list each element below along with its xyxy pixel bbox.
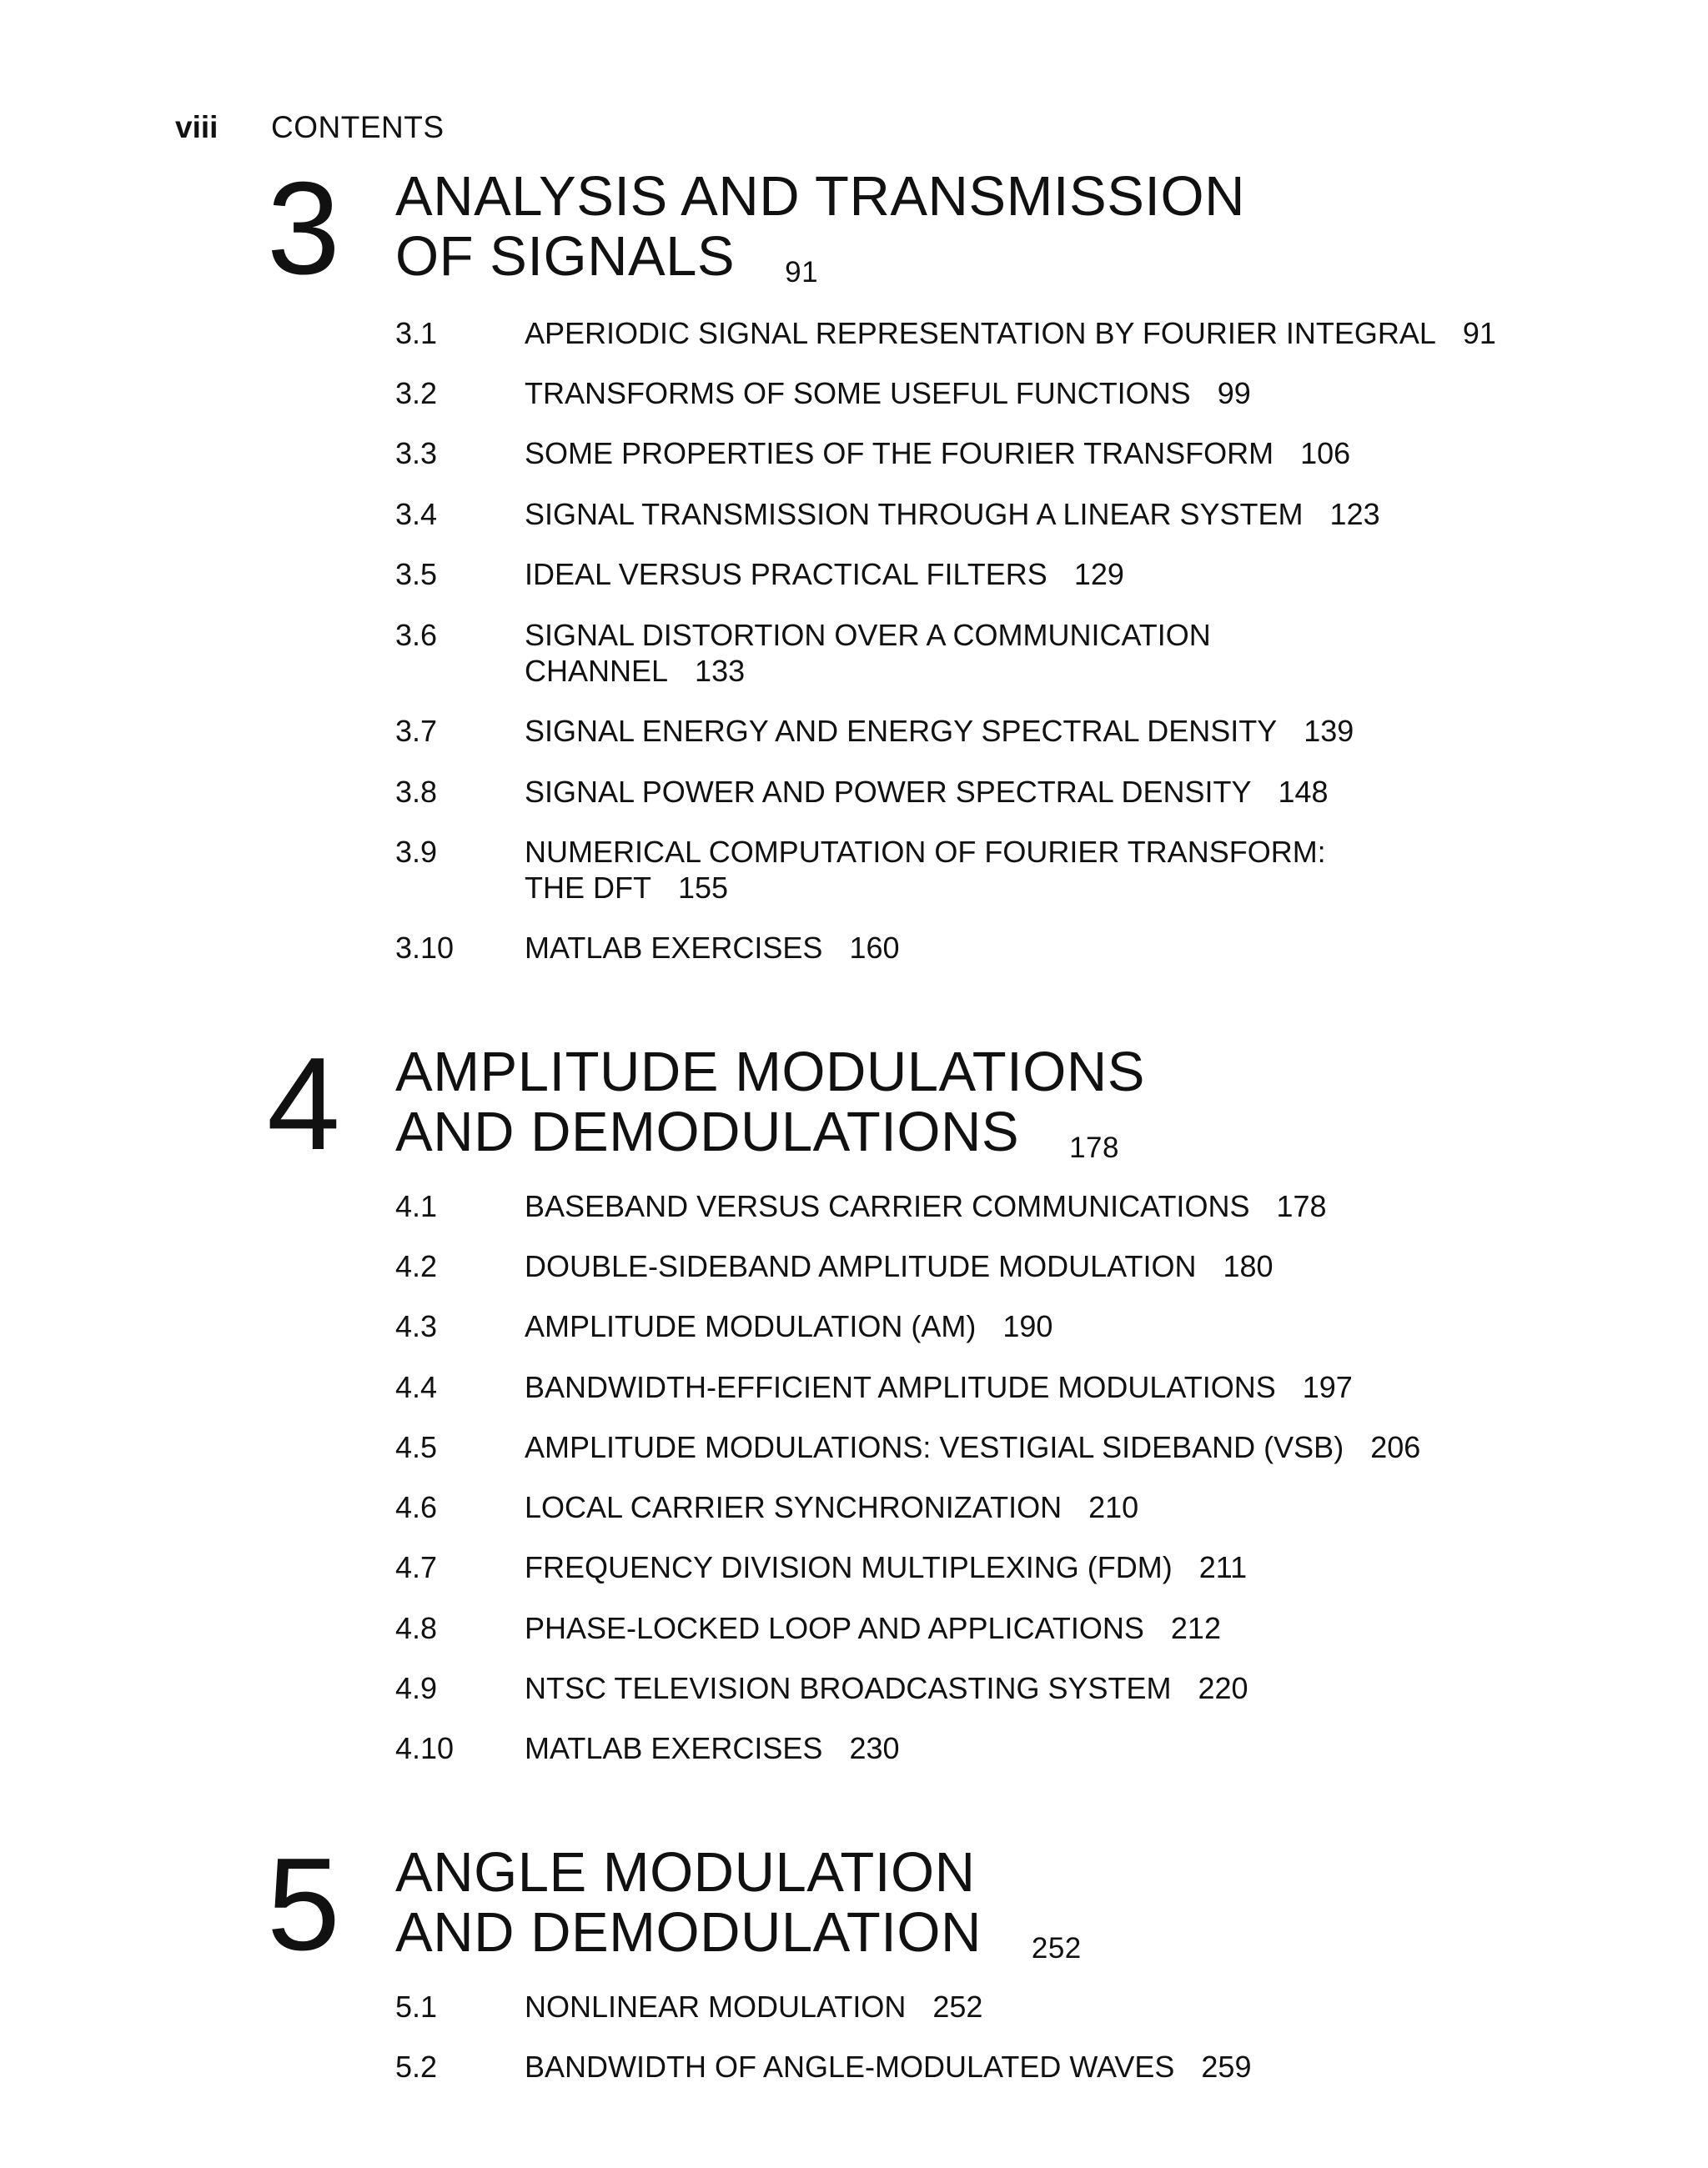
section-title: MATLAB EXERCISES 230 <box>525 1731 900 1765</box>
chapter-page-number: 252 <box>1031 1932 1082 1965</box>
section-page-number: 180 <box>1223 1249 1273 1283</box>
section-page-number: 212 <box>1170 1611 1221 1645</box>
section-number: 3.1 <box>395 316 438 350</box>
chapter-title-line: ANGLE MODULATION <box>395 1841 976 1904</box>
chapter-number: 5 <box>267 1831 340 1978</box>
chapter-page-number: 91 <box>785 256 819 289</box>
section-number: 4.6 <box>395 1490 438 1524</box>
section-number: 3.3 <box>395 436 438 470</box>
section-title: IDEAL VERSUS PRACTICAL FILTERS 129 <box>525 557 1124 591</box>
chapter-number: 3 <box>267 155 340 302</box>
running-head-title: CONTENTS <box>271 110 445 144</box>
section-page-number: 220 <box>1198 1671 1248 1705</box>
section-number: 4.5 <box>395 1430 438 1464</box>
section-number: 4.9 <box>395 1671 438 1705</box>
section-page-number: 139 <box>1304 714 1354 748</box>
chapter-page-number: 178 <box>1069 1132 1119 1164</box>
section-title: AMPLITUDE MODULATION (AM) 190 <box>525 1309 1053 1343</box>
section-number: 4.1 <box>395 1189 438 1223</box>
chapter-title-line: OF SIGNALS 91 <box>395 225 819 289</box>
section-title: BANDWIDTH-EFFICIENT AMPLITUDE MODULATIONS 197 <box>525 1370 1353 1404</box>
section-title: SIGNAL TRANSMISSION THROUGH A LINEAR SYSTEM 123 <box>525 497 1380 531</box>
section-title: SOME PROPERTIES OF THE FOURIER TRANSFORM 106 <box>525 436 1351 470</box>
section-number: 3.6 <box>395 618 438 652</box>
chapter-title <box>395 1843 1082 1972</box>
chapter-title <box>395 1042 1145 1172</box>
section-number: 3.8 <box>395 775 438 809</box>
section-page-number: 259 <box>1201 2050 1252 2084</box>
section-page-number: 148 <box>1278 775 1329 809</box>
section-title: BANDWIDTH OF ANGLE-MODULATED WAVES 259 <box>525 2050 1252 2084</box>
section-page-number: 129 <box>1073 557 1124 591</box>
section-page-number: 160 <box>849 931 900 965</box>
section-title: FREQUENCY DIVISION MULTIPLEXING (FDM) 211 <box>525 1550 1248 1584</box>
section-page-number: 91 <box>1462 316 1496 350</box>
section-number: 3.4 <box>395 497 438 531</box>
chapter-title-line: AND DEMODULATION 252 <box>395 1901 1082 1965</box>
section-title: TRANSFORMS OF SOME USEFUL FUNCTIONS 99 <box>525 376 1251 410</box>
section-page-number: 123 <box>1329 497 1380 531</box>
section-number: 3.10 <box>395 931 455 965</box>
chapter-title-line: AMPLITUDE MODULATIONS <box>395 1041 1145 1103</box>
section-page-number: 178 <box>1276 1189 1327 1223</box>
section-page-number: 252 <box>932 1990 983 2024</box>
section-page-number: 99 <box>1217 376 1251 410</box>
section-number: 3.9 <box>395 835 438 869</box>
section-title: NUMERICAL COMPUTATION OF FOURIER TRANSFORM: THE DFT 155 <box>525 835 1326 905</box>
section-number: 4.2 <box>395 1249 438 1283</box>
section-number: 3.7 <box>395 714 438 748</box>
section-number: 4.7 <box>395 1550 438 1584</box>
chapter-title <box>395 167 1245 296</box>
section-number: 5.2 <box>395 2050 438 2084</box>
chapter-number: 4 <box>267 1031 340 1177</box>
section-number: 3.2 <box>395 376 438 410</box>
section-title: LOCAL CARRIER SYNCHRONIZATION 210 <box>525 1490 1139 1524</box>
section-number: 3.5 <box>395 557 438 591</box>
page-folio: viii <box>175 110 219 144</box>
chapter-title-line: AND DEMODULATIONS 178 <box>395 1101 1119 1164</box>
section-title: MATLAB EXERCISES 160 <box>525 931 900 965</box>
section-title: NTSC TELEVISION BROADCASTING SYSTEM 220 <box>525 1671 1248 1705</box>
section-number: 5.1 <box>395 1990 438 2024</box>
section-number: 4.10 <box>395 1731 455 1765</box>
section-title: SIGNAL POWER AND POWER SPECTRAL DENSITY 148 <box>525 775 1329 809</box>
section-title: APERIODIC SIGNAL REPRESENTATION BY FOURIER INTEGRAL 91 <box>525 316 1496 350</box>
section-title: BASEBAND VERSUS CARRIER COMMUNICATIONS 178 <box>525 1189 1327 1223</box>
section-page-number: 155 <box>677 871 729 905</box>
section-title: SIGNAL DISTORTION OVER A COMMUNICATION CHANNEL 133 <box>525 618 1211 688</box>
section-page-number: 206 <box>1370 1430 1421 1464</box>
chapter-title-line: ANALYSIS AND TRANSMISSION <box>395 165 1246 228</box>
section-title: DOUBLE-SIDEBAND AMPLITUDE MODULATION 180 <box>525 1249 1273 1283</box>
section-page-number: 133 <box>695 654 746 688</box>
section-page-number: 211 <box>1198 1550 1248 1584</box>
section-number: 4.4 <box>395 1370 438 1404</box>
section-title: NONLINEAR MODULATION 252 <box>525 1990 983 2024</box>
section-title: AMPLITUDE MODULATIONS: VESTIGIAL SIDEBAND (VSB) 206 <box>525 1430 1421 1464</box>
section-page-number: 197 <box>1302 1370 1353 1404</box>
section-page-number: 230 <box>849 1731 900 1765</box>
section-title: SIGNAL ENERGY AND ENERGY SPECTRAL DENSITY 139 <box>525 714 1354 748</box>
section-number: 4.3 <box>395 1309 438 1343</box>
section-title: PHASE-LOCKED LOOP AND APPLICATIONS 212 <box>525 1611 1221 1645</box>
section-page-number: 106 <box>1300 436 1351 470</box>
running-head <box>175 107 445 148</box>
section-page-number: 210 <box>1088 1490 1139 1524</box>
section-number: 4.8 <box>395 1611 438 1645</box>
section-page-number: 190 <box>1002 1309 1053 1343</box>
